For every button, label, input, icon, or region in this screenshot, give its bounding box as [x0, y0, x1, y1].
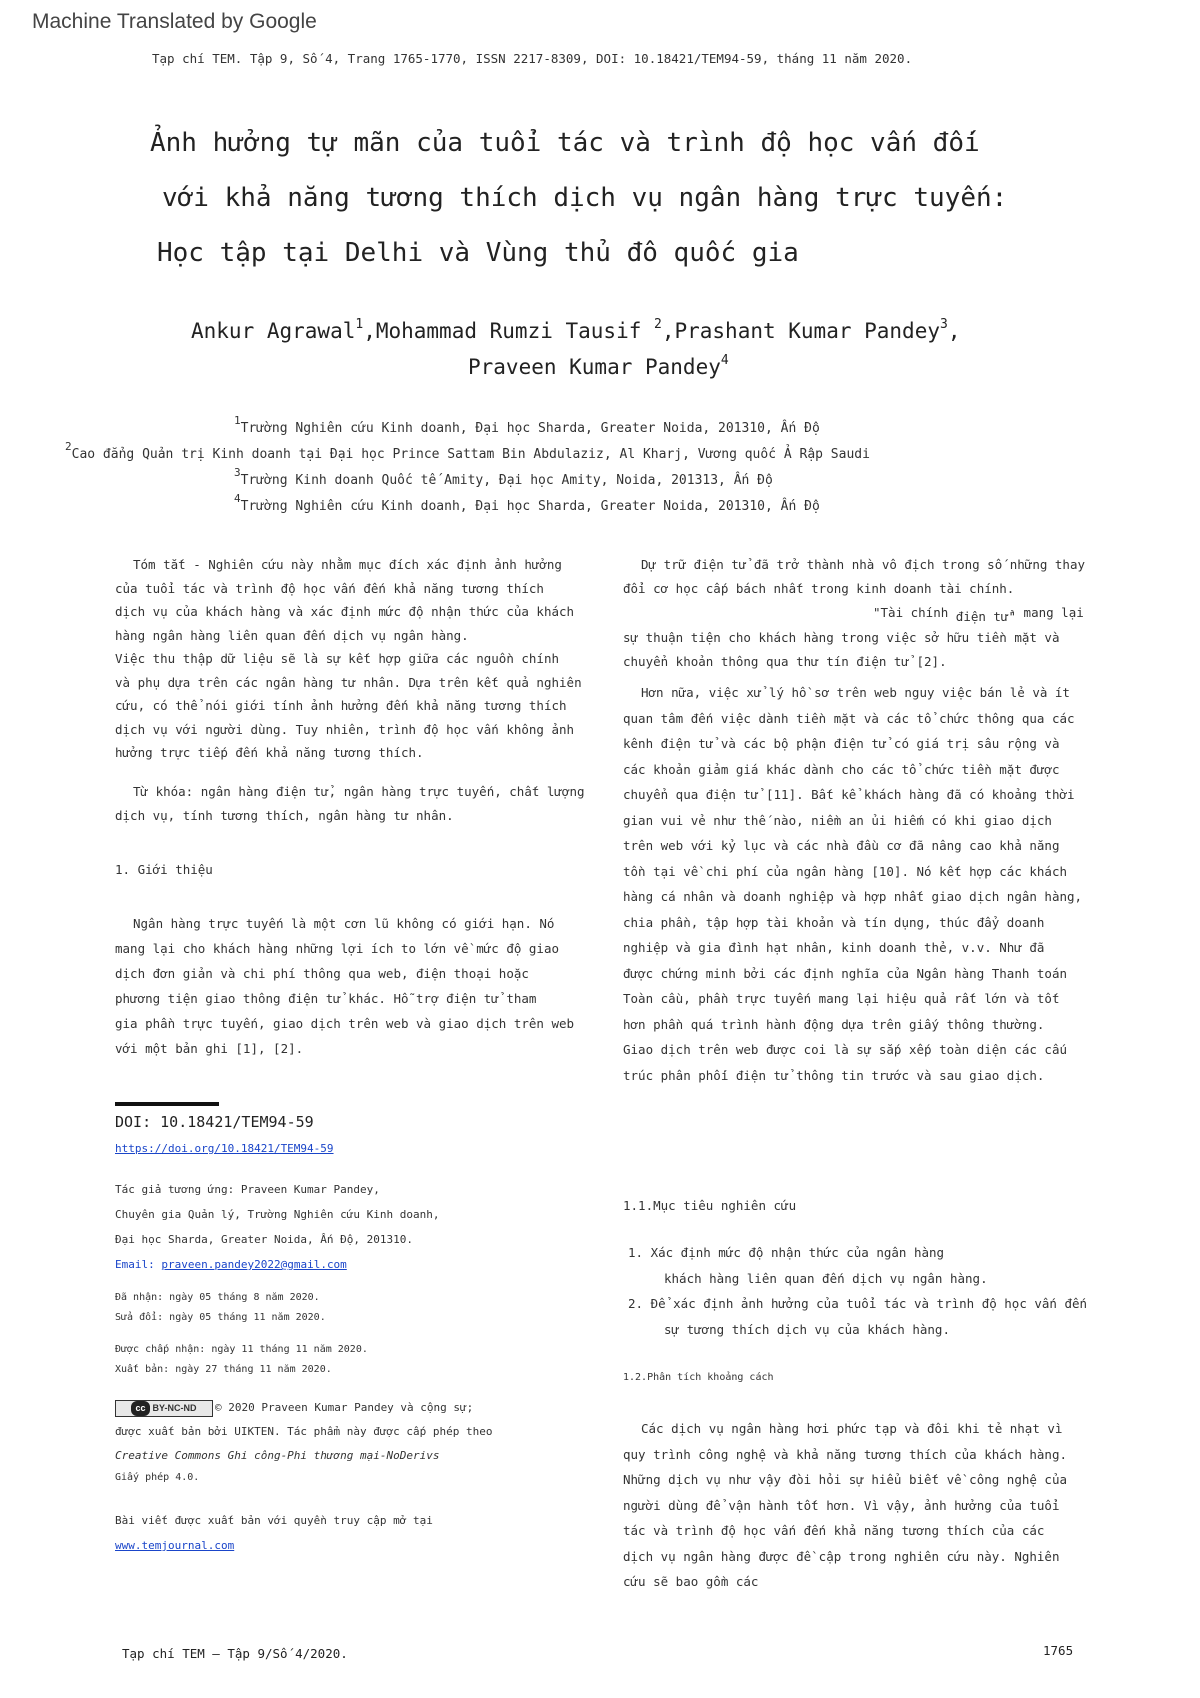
paragraph-line: chuyển khoản thông qua thư tín điện tử [2].	[623, 653, 947, 669]
introduction-paragraph	[115, 911, 574, 1061]
intro-line: phương tiện giao thông điện tử khác. Hỗ trợ điện tử tham	[115, 991, 537, 1006]
affiliation-sup: 4	[234, 492, 241, 505]
intro-line: Ngân hàng trực tuyến là một cơn lũ không có giới hạn. Nó	[133, 916, 555, 931]
affiliation-text: Trường Nghiên cứu Kinh doanh, Đại học Sharda, Greater Noida, 201310, Ấn Độ	[240, 421, 820, 436]
title-line-1: Ảnh hưởng tự mãn của tuổi tác và trình độ học vấn đối	[150, 128, 980, 158]
affiliation-sup: 3	[234, 466, 241, 479]
objective-item: 1. Xác định mức độ nhận thức của ngân hàng	[628, 1245, 945, 1260]
journal-link[interactable]: www.temjournal.com	[115, 1539, 235, 1552]
abstract-line: và phụ dựa trên các ngân hàng tư nhân. Dựa trên kết quả nghiên	[115, 674, 582, 690]
affiliation-sup: 2	[65, 440, 72, 453]
section-heading-objectives: 1.1.Mục tiêu nghiên cứu	[623, 1198, 797, 1213]
date-line: Sửa đổi: ngày 05 tháng 11 năm 2020.	[115, 1312, 326, 1323]
paragraph-line: hàng cá nhân và doanh nghiệp và hợp nhất giao dịch ngân hàng,	[623, 889, 1083, 904]
paragraph-line: các khoản giảm giá khác dành cho các tổ chức tiền mặt được	[623, 761, 1060, 777]
author-name: Ankur Agrawal	[191, 319, 356, 343]
title-line-2: với khả năng tương thích dịch vụ ngân hàng trực tuyến:	[162, 183, 1008, 213]
paragraph-line: Toàn cầu, phần trực tuyến mang lại hiệu quả rất lớn và tốt	[623, 991, 1060, 1006]
abstract	[115, 553, 582, 765]
keywords-line: dịch vụ, tính tương thích, ngân hàng tư nhân.	[115, 807, 454, 823]
paragraph-line: Hơn nữa, việc xử lý hồ sơ trên web nguy việc bán lẻ và ít	[641, 685, 1070, 700]
license-line: Giấy phép 4.0.	[115, 1472, 200, 1483]
paragraph-line: quan tâm đến việc dành tiền mặt và các tổ chức thông qua các	[623, 710, 1075, 726]
intro-line: với một bản ghi [1], [2].	[115, 1041, 304, 1056]
intro-line: gia phần trực tuyến, giao dịch trên web và giao dịch trên web	[115, 1016, 575, 1031]
paragraph-line: Dự trữ điện tử đã trở thành nhà vô địch trong số những thay	[641, 557, 1086, 572]
abstract-line: dịch vụ với người dùng. Tuy nhiên, trình độ học vấn không ảnh	[115, 721, 575, 737]
objectives-list	[628, 1240, 1087, 1342]
paragraph-line: được chứng minh bởi các định nghĩa của Ngân hàng Thanh toán	[623, 965, 1068, 981]
license-line: © 2020 Praveen Kumar Pandey và cộng sự;	[215, 1401, 474, 1414]
abstract-line: cứu, có thể nói giới tính ảnh hưởng đến khả năng tương thích	[115, 698, 567, 713]
abstract-line: hưởng trực tiếp đến khả năng tương thích.	[115, 745, 424, 760]
author-sup: 4	[720, 353, 729, 368]
objective-item: khách hàng liên quan đến dịch vụ ngân hàng.	[664, 1270, 988, 1286]
author-list-line-2	[468, 353, 729, 379]
abstract-line: dịch vụ của khách hàng và xác định mức độ nhận thức của khách	[115, 604, 575, 619]
author-name: ,Prashant Kumar Pandey	[661, 319, 940, 343]
open-access-text: Bài viết được xuất bản với quyền truy cập mở tại	[115, 1514, 433, 1527]
license-line: được xuất bản bởi UIKTEN. Tác phẩm này được cấp phép theo	[115, 1425, 493, 1438]
paragraph-fragment: điện tử"	[955, 609, 1017, 624]
paragraph-line: tác và trình độ học vấn đến khả năng tương thích của các	[623, 1523, 1045, 1538]
abstract-line: của tuổi tác và trình độ học vấn đến khả năng tương thích	[115, 580, 544, 596]
paragraph-line: nghiệp và gia đình hạt nhân, kinh doanh thẻ, v.v. Như đã	[623, 940, 1045, 955]
paragraph-line: cứu sẽ bao gồm các	[623, 1574, 759, 1589]
license-block	[115, 1396, 493, 1488]
intro-line: mang lại cho khách hàng những lợi ích to lớn về mức độ giao	[115, 941, 560, 956]
date-line: Được chấp nhận: ngày 11 tháng 11 năm 2020.	[115, 1344, 368, 1355]
keywords-line: Từ khóa: ngân hàng điện tử, ngân hàng trực tuyến, chất lượng	[133, 784, 585, 799]
cc-mark: cc	[131, 1401, 149, 1416]
email-link[interactable]: praveen.pandey2022@gmail.com	[161, 1258, 347, 1271]
received-dates	[115, 1288, 326, 1328]
abstract-line: Tóm tắt - Nghiên cứu này nhằm mục đích xác định ảnh hưởng	[133, 557, 562, 572]
corresponding-line: Đại học Sharda, Greater Noida, Ấn Độ, 201310.	[115, 1233, 414, 1246]
paragraph-line: trúc phân phối điện tử thông tin trước và sau giao dịch.	[623, 1067, 1045, 1083]
paragraph-line: hơn phần quá trình hành động dựa trên giấy thông thường.	[623, 1016, 1045, 1032]
author-separator: ,	[947, 319, 961, 343]
section-heading-gap-analysis: 1.2.Phân tích khoảng cách	[623, 1372, 774, 1383]
paragraph-fragment: "Tài chính	[873, 605, 949, 620]
machine-translation-watermark: Machine Translated by Google	[32, 10, 317, 33]
paragraph-line: đổi cơ học cấp bách nhất trong kinh doanh tài chính.	[623, 580, 1015, 596]
affiliation	[234, 492, 820, 514]
keywords	[115, 780, 585, 827]
cc-badge-label: BY-NC-ND	[152, 1402, 197, 1413]
affiliation-text: Trường Kinh doanh Quốc tế Amity, Đại học Amity, Noida, 201313, Ấn Độ	[240, 473, 773, 488]
title-line-3: Học tập tại Delhi và Vùng thủ đô quốc gia	[157, 238, 799, 268]
objective-item: sự tương thích dịch vụ của khách hàng.	[664, 1321, 950, 1337]
objective-item: 2. Để xác định ảnh hưởng của tuổi tác và trình độ học vấn đến	[628, 1296, 1088, 1311]
author-sup: 2	[654, 317, 662, 332]
journal-header: Tạp chí TEM. Tập 9, Số 4, Trang 1765-1770, ISSN 2217-8309, DOI: 10.18421/TEM94-59, tháng 11 năm 2020.	[152, 51, 913, 66]
affiliation-sup: 1	[234, 414, 241, 427]
paragraph-line: sự thuận tiện cho khách hàng trong việc sở hữu tiền mặt và	[623, 630, 1060, 645]
paragraph-line: Những dịch vụ như vậy đòi hỏi sự hiểu biết về công nghệ của	[623, 1472, 1068, 1487]
paragraph-line: Giao dịch trên web được coi là sự sắp xếp toàn diện các cấu	[623, 1042, 1068, 1057]
open-access-note	[115, 1508, 433, 1558]
abstract-line: Việc thu thập dữ liệu sẽ là sự kết hợp giữa các nguồn chính	[115, 651, 560, 666]
author-list	[191, 317, 960, 343]
right-paragraph-2	[623, 680, 1082, 1088]
paragraph-line: chia phần, tập hợp tài khoản và tín dụng, thúc đẩy doanh	[623, 914, 1045, 930]
paragraph-line: dịch vụ ngân hàng được đề cập trong nghiên cứu này. Nghiên	[623, 1548, 1060, 1564]
affiliation-text: Trường Nghiên cứu Kinh doanh, Đại học Sharda, Greater Noida, 201310, Ấn Độ	[240, 499, 820, 514]
paragraph-line: Các dịch vụ ngân hàng hơi phức tạp và đôi khi tẻ nhạt vì	[641, 1421, 1063, 1436]
paragraph-line: kênh điện tử và các bộ phận điện tử có giá trị sâu rộng và	[623, 736, 1060, 751]
section-heading-introduction: 1. Giới thiệu	[115, 862, 213, 877]
page-number: 1765	[1043, 1643, 1074, 1658]
gap-analysis-paragraph	[623, 1416, 1067, 1595]
paragraph-line: quy trình công nghệ và khả năng tương thích của khách hàng.	[623, 1446, 1068, 1462]
paragraph-line: chuyển qua điện tử [11]. Bất kể khách hàng đã có khoảng thời	[623, 787, 1075, 802]
doi-label: DOI: 10.18421/TEM94-59	[115, 1113, 314, 1131]
paragraph-line: gian vui vẻ như thế nào, niềm an ủi hiếm có khi giao dịch	[623, 812, 1052, 828]
corresponding-line: Tác giả tương ứng: Praveen Kumar Pandey,	[115, 1183, 380, 1196]
corresponding-author	[115, 1177, 440, 1277]
paragraph-line: tồn tại về chi phí của ngân hàng [10]. Nó kết hợp các khách	[623, 863, 1068, 879]
email-label: Email:	[115, 1258, 155, 1271]
date-line: Đã nhận: ngày 05 tháng 8 năm 2020.	[115, 1292, 320, 1303]
abstract-line: hàng ngân hàng liên quan đến dịch vụ ngân hàng.	[115, 627, 469, 643]
paragraph-line: người dùng để vận hành tốt hơn. Vì vậy, ảnh hưởng của tuổi	[623, 1497, 1060, 1513]
author-name: Praveen Kumar Pandey	[468, 355, 721, 379]
date-line: Xuất bản: ngày 27 tháng 11 năm 2020.	[115, 1364, 332, 1375]
cc-license-badge	[115, 1400, 213, 1417]
author-sup: 3	[940, 317, 948, 332]
author-name: ,Mohammad Rumzi Tausif	[363, 319, 642, 343]
license-line: Creative Commons Ghi công-Phi thương mại-NoDerivs	[115, 1449, 440, 1462]
affiliation-text: Cao đẳng Quản trị Kinh doanh tại Đại học Prince Sattam Bin Abdulaziz, Al Kharj, Vương quốc Ả Rập Saudi	[71, 447, 870, 462]
paragraph-fragment: mang lại	[1023, 605, 1084, 620]
intro-line: dịch đơn giản và chi phí thông qua web, điện thoại hoặc	[115, 966, 529, 981]
accepted-dates	[115, 1340, 368, 1380]
affiliation	[234, 466, 773, 488]
doi-link[interactable]: https://doi.org/10.18421/TEM94-59	[115, 1142, 334, 1155]
corresponding-line: Chuyên gia Quản lý, Trường Nghiên cứu Kinh doanh,	[115, 1208, 440, 1221]
footnote-divider	[115, 1102, 219, 1106]
page-footer-journal: Tạp chí TEM – Tập 9/Số 4/2020.	[122, 1646, 348, 1661]
author-sup: 1	[355, 317, 364, 332]
paragraph-line: trên web với kỷ lục và các nhà đầu cơ đã nâng cao khả năng	[623, 838, 1060, 853]
affiliation	[65, 440, 870, 462]
affiliation	[234, 414, 820, 436]
right-paragraph-1	[623, 553, 1085, 673]
